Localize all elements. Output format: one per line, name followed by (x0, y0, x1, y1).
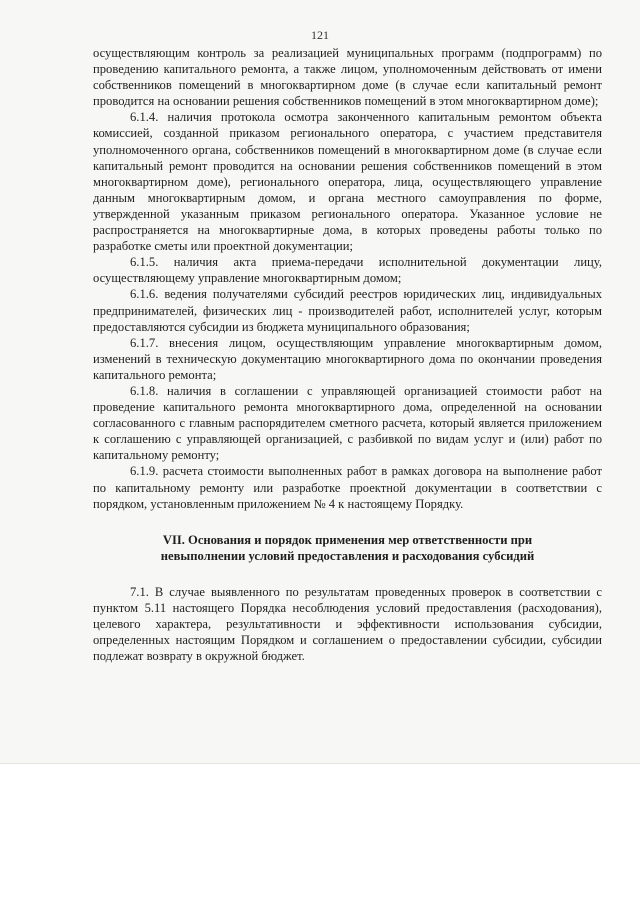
paragraph-6-1-5: 6.1.5. наличия акта приема-передачи исполнительной документации лицу, осуществляющему управление многоквартирным домом; (93, 255, 602, 286)
paragraph-6-1-7: 6.1.7. внесения лицом, осуществляющим управление многоквартирным домом, изменений в техническую документацию многоквартирного дома по окончании проведения капитального ремонта; (93, 335, 602, 382)
paragraph-7-1: 7.1. В случае выявленного по результатам проведенных проверок в соответствии с пунктом 5.11 настоящего Порядка несоблюдения условий предоставления (расходования), целевого характера, результативности и эффективности использования субсидии, определенных настоящим Порядком и соглашением о предоставлении субсидии, субсидии подлежат возврату в окружной бюджет. (93, 584, 602, 664)
paragraph-6-1-4: 6.1.4. наличия протокола осмотра законченного капитальным ремонтом объекта комиссией, созданной приказом регионального оператора, с участием представителя уполномоченного органа, собственников помещений в многоквартирном доме (в случае если капитальный ремонт проводится на основании решения собственников помещений в этом многоквартирном доме), регионального оператора, лица, осуществляющего управление данным многоквартирным домом, и органа местного самоуправления по форме, утвержденной указанным приказом регионального оператора. Указанное условие не распространяется на многоквартирные дома, в которых проведены работы только по разработке сметы или проектной документации; (93, 110, 602, 254)
document-body (93, 45, 602, 664)
paragraph-6-1-6: 6.1.6. ведения получателями субсидий реестров юридических лиц, индивидуальных предпринимателей, физических лиц - производителей работ, исполнителей услуг, которым предоставляются субсидии из бюджета муниципального образования; (93, 287, 602, 334)
paragraph-6-1-9: 6.1.9. расчета стоимости выполненных работ в рамках договора на выполнение работ по капитальному ремонту или разработке проектной документации в соответствии с порядком, установленным приложением № 4 к настоящему Порядку. (93, 464, 602, 511)
paragraph-6-1-8: 6.1.8. наличия в соглашении с управляющей организацией стоимости работ на проведение капитального ремонта многоквартирного дома, определенной на основании согласованного с главным распорядителем сметного расчета, который является приложением к соглашению с управляющей организацией, с разбивкой по видам услуг и (или) работ по капитальному ремонту; (93, 383, 602, 463)
paragraph-continuation: осуществляющим контроль за реализацией муниципальных программ (подпрограмм) по проведению капитального ремонта, а также лицом, уполномоченным действовать от имени собственников помещений в многоквартирном доме (в случае если капитальный ремонт проводится на основании решения собственников помещений в этом многоквартирном доме); (93, 46, 602, 109)
section-heading: VII. Основания и порядок применения мер ответственности при невыполнении условий предоставления и расходования субсидий (160, 532, 535, 563)
page-number: 121 (311, 28, 329, 42)
